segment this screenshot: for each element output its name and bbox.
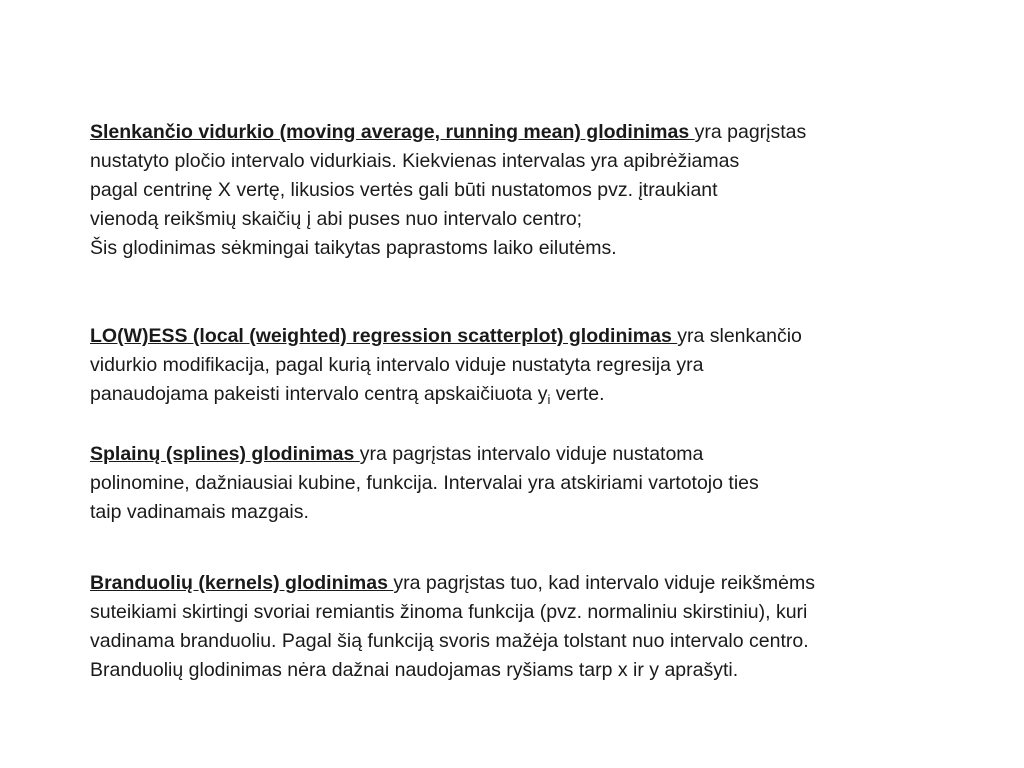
text-fragment: yra slenkančio [677, 325, 802, 347]
text-line: polinomine, dažniausiai kubine, funkcija. Intervalai yra atskiriami vartotojo ties [90, 472, 759, 494]
text-line: vidurkio modifikacija, pagal kurią intervalo viduje nustatyta regresija yra [90, 354, 704, 376]
text-line [90, 380, 802, 409]
text-line: vadinama branduoliu. Pagal šią funkciją svoris mažėja tolstant nuo intervalo centro. [90, 630, 809, 652]
paragraph-moving-average [90, 118, 806, 263]
term-kernels: Branduolių (kernels) glodinimas [90, 572, 394, 594]
paragraph-lowess [90, 322, 802, 409]
text-fragment: verte. [550, 383, 605, 405]
text-line: taip vadinamais mazgais. [90, 501, 309, 523]
text-line: Branduolių glodinimas nėra dažnai naudojamas ryšiams tarp x ir y aprašyti. [90, 659, 739, 681]
text-line [90, 322, 802, 351]
text-fragment: yra pagrįstas intervalo viduje nustatoma [359, 443, 704, 465]
text-fragment: yra pagrįstas [694, 121, 807, 143]
text-line: pagal centrinę X vertę, likusios vertės gali būti nustatomos pvz. įtraukiant [90, 179, 718, 201]
paragraph-kernels [90, 569, 815, 685]
paragraph-splines [90, 440, 759, 527]
term-moving-average: Slenkančio vidurkio (moving average, running mean) glodinimas [90, 121, 695, 143]
term-splines: Splainų (splines) glodinimas [90, 443, 360, 465]
subscript-i: i [547, 392, 551, 407]
term-lowess: LO(W)ESS (local (weighted) regression scatterplot) glodinimas [90, 325, 678, 347]
text-line [90, 440, 759, 469]
text-line: Šis glodinimas sėkmingai taikytas paprastoms laiko eilutėms. [90, 237, 617, 259]
text-fragment: yra pagrįstas tuo, kad intervalo viduje reikšmėms [393, 572, 815, 594]
text-fragment: panaudojama pakeisti intervalo centrą apskaičiuota y [90, 383, 548, 405]
text-line: suteikiami skirtingi svoriai remiantis žinoma funkcija (pvz. normaliniu skirstiniu), kuri [90, 601, 808, 623]
text-line [90, 118, 806, 147]
text-line: vienodą reikšmių skaičių į abi puses nuo intervalo centro; [90, 208, 583, 230]
text-line [90, 569, 815, 598]
text-line: nustatyto pločio intervalo vidurkiais. Kiekvienas intervalas yra apibrėžiamas [90, 150, 740, 172]
